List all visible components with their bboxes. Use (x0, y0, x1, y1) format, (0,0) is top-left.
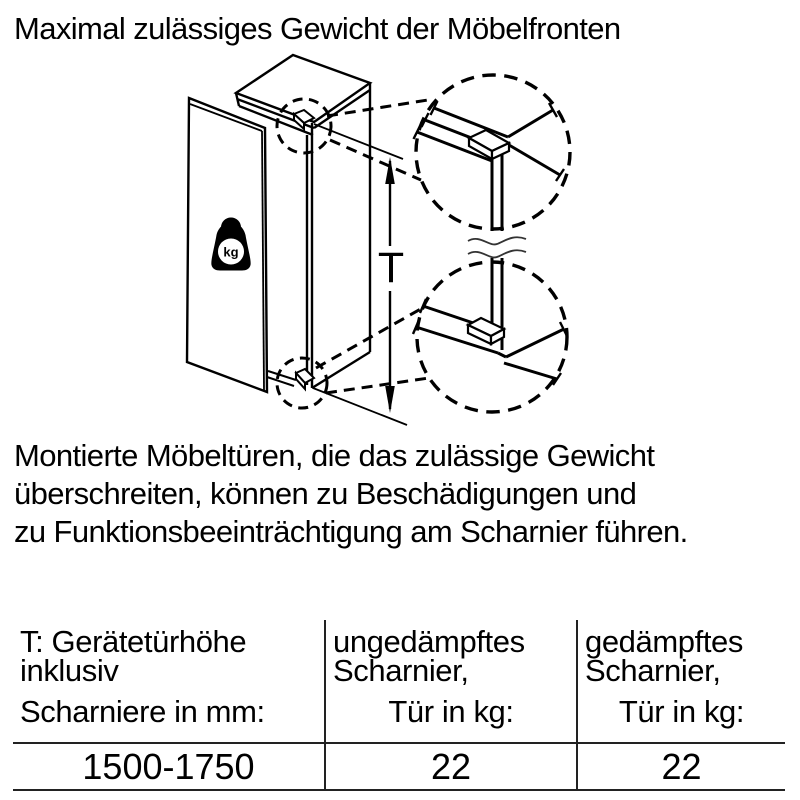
header-line: gedämpftes (585, 624, 743, 659)
table-value-row (13, 743, 785, 790)
header-cell-door-height (13, 620, 325, 743)
table-header-row (13, 620, 785, 743)
header-line: ungedämpftes (333, 624, 525, 659)
hinge-detail-bottom (413, 258, 567, 385)
detail-leader-lines (316, 100, 429, 393)
hinge-callout-circles (277, 99, 331, 408)
hinge-weight-table (13, 620, 785, 791)
header-line: inklusiv (20, 653, 119, 688)
value-door-height-range: 1500-1750 (13, 743, 325, 790)
warning-text (14, 437, 688, 551)
header-subline: Scharniere in mm: (20, 694, 265, 729)
dimension-label-T: T (377, 244, 405, 292)
warning-line-1: Montierte Möbeltüren, die das zulässige Gewicht (14, 438, 655, 473)
break-mark (466, 233, 528, 257)
value-damped-weight: 22 (577, 743, 785, 790)
warning-line-2: überschreiten, können zu Beschädigungen und (14, 476, 637, 511)
page-title: Maximal zulässiges Gewicht der Möbelfronten (14, 11, 621, 46)
header-line: Scharnier, (585, 653, 721, 688)
header-line: T: Gerätetürhöhe (20, 624, 247, 659)
header-subline: Tür in kg: (388, 694, 514, 729)
header-line: Scharnier, (333, 653, 469, 688)
header-subline: Tür in kg: (618, 694, 745, 729)
warning-line-3: zu Funktionsbeeinträchtigung am Scharnier führen. (14, 514, 688, 549)
value-undamped-weight: 22 (325, 743, 577, 790)
header-cell-undamped-hinge (325, 620, 577, 743)
hinge-block-detail-bottom (468, 318, 504, 344)
kg-label: kg (223, 244, 239, 260)
header-cell-damped-hinge (577, 620, 785, 743)
